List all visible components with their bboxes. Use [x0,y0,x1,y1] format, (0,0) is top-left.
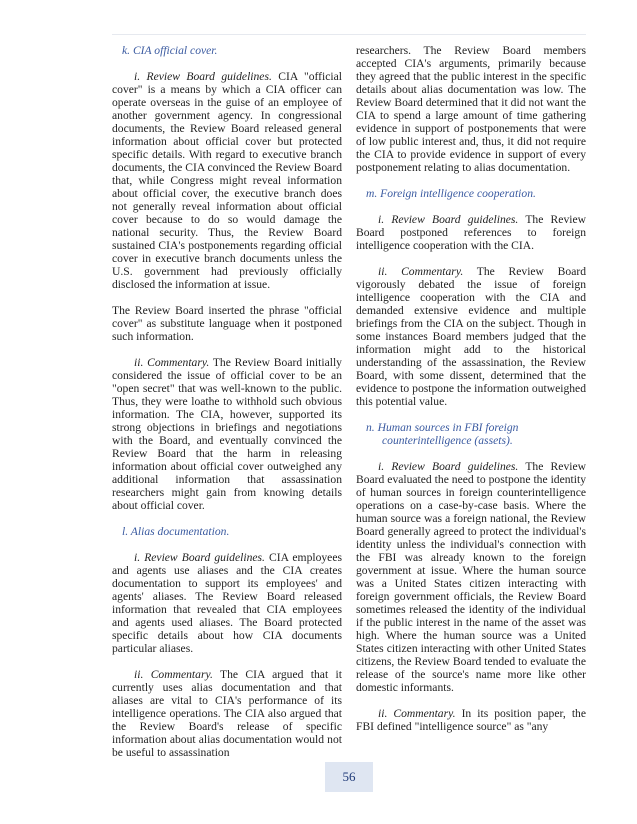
right-column [356,44,586,733]
section-heading-l: l. Alias documentation. [122,525,230,538]
text-m-ii: The Review Board vigorously debated the issue of foreign intelligence cooperation with the CIA and demanded extensive evidence and multiple briefings from the CIA on the subject. Though in some instances Board members judged that the information might add to the historical understanding of the assassination, the Review Board, with some dissent, determined that the evidence to postpone the information outweighed this potential value. [356,265,586,408]
paragraph-k-i [112,70,342,291]
text-n-i: The Review Board evaluated the need to postpone the identity of human sources in foreign counterintelligence operations on a case-by-case basis. Where the human source was a foreign national, the Review Board generally agreed to protect the individual's identity unless the individual's connection with the FBI was already known to the foreign government at issue. Where the human source was a United States citizen interacting with foreign government officials, the Review Board sometimes released the identity of the individual if the public interest in the name of the asset was high. Where the human source was a United States citizen interacting with other United States citizens, the Review Board tended to evaluate the release of the source's name more like other domestic informants. [356,460,586,694]
label-n-i: i. Review Board guidelines. [378,460,519,473]
paragraph-l-ii-continued: researchers. The Review Board members accepted CIA's arguments, primarily because they agreed that the public interest in the specific details about alias documentation was low. The Review Board determined that it did not want the CIA to spend a large amount of time gathering evidence in support of postponements that were of low public interest and, thus, it did not require the CIA to provide evidence in support of every postponement relating to alias documentation. [356,44,586,174]
page-number: 56 [325,762,373,792]
label-l-ii: ii. Commentary. [134,668,213,681]
label-k-i: i. Review Board guidelines. [134,70,272,83]
label-m-i: i. Review Board guidelines. [378,213,519,226]
paragraph-m-ii [356,265,586,408]
label-n-ii: ii. Commentary. [378,707,456,720]
paragraph-l-i [112,551,342,655]
text-k-ii: The Review Board initially considered the issue of official cover to be an "open secret" that was well-known to the public. Thus, they were loathe to withhold such obvious information. The CIA, however, supported its strong objections in briefings and negotiations with the Board, and eventually convinced the Review Board that the harm in releasing information about official cover outweighed any additional information that assassination researchers might gain from knowing details about official cover. [112,356,342,512]
top-rule [112,34,586,35]
label-m-ii: ii. Commentary. [378,265,464,278]
text-m-i: The Review Board postponed references to foreign intelligence cooperation with the CIA. [356,213,586,252]
section-heading-n: n. Human sources in FBI foreign counterintelligence (assets). [366,421,519,447]
text-l-i: CIA employees and agents use aliases and the CIA creates documentation to support its employees' and agents' aliases. The Review Board released information that revealed that CIA employees and agents used aliases. The Board protected specific details about how CIA documents particular aliases. [112,551,342,655]
paragraph-k-ii [112,356,342,512]
label-k-ii: ii. Commentary. [134,356,210,369]
text-k-i: CIA "official cover" is a means by which a CIA officer can operate overseas in the guise of an employee of another government agency. In congressional documents, the Review Board released general information about official cover but protected specific details. With regard to executive branch documents, the CIA convinced the Review Board that, while Congress might reveal information about official cover, the executive branch does not generally reveal information about official cover because to do so would damage the national security. Thus, the Review Board sustained CIA's postponements regarding official cover in executive branch documents unless the U.S. government had previously officially disclosed the information at issue. [112,70,342,291]
text-n-ii: In its position paper, the FBI defined "intelligence source" as "any [356,707,586,733]
paragraph-l-ii [112,668,342,759]
paragraph-k-phrase: The Review Board inserted the phrase "official cover" as substitute language when it postponed such information. [112,304,342,343]
paragraph-m-i [356,213,586,252]
label-l-i: i. Review Board guidelines. [134,551,265,564]
left-column [112,44,342,759]
paragraph-n-i [356,460,586,694]
section-heading-m: m. Foreign intelligence cooperation. [366,187,536,200]
paragraph-n-ii [356,707,586,733]
text-l-ii: The CIA argued that it currently uses alias documentation and that aliases are vital to CIA's performance of its intelligence operations. The CIA also argued that the Review Board's release of specific information about alias documentation would not be useful to assassination [112,668,342,759]
section-heading-k: k. CIA official cover. [122,44,218,57]
